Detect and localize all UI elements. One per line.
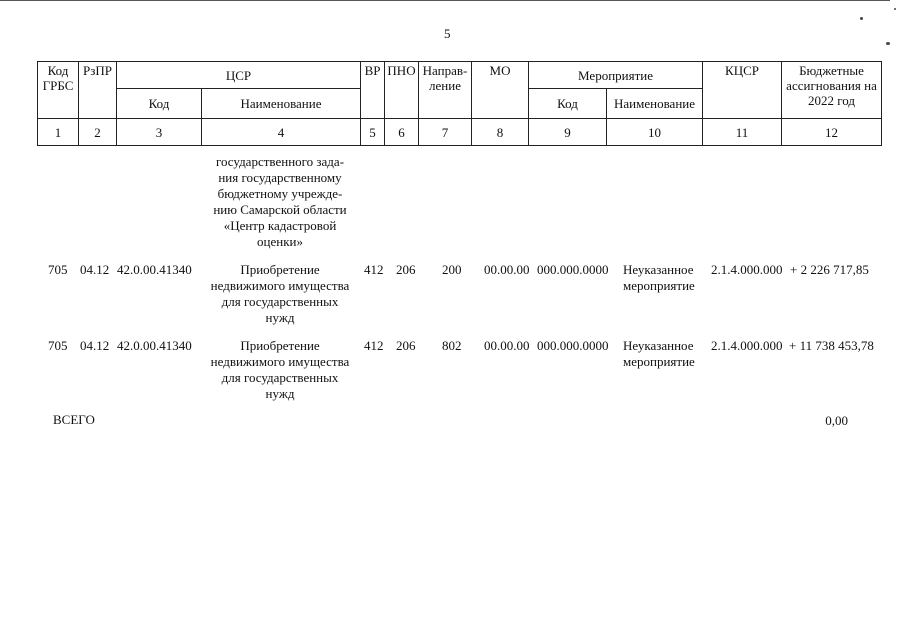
header-csr-kod: Код (117, 89, 202, 119)
cell-name-line: недвижимого имущества (210, 278, 350, 293)
total-label: ВСЕГО (53, 412, 95, 427)
cell-pno: 206 (396, 338, 416, 353)
cell-naprav: 200 (442, 262, 462, 277)
cell-grbs: 705 (48, 338, 68, 353)
cell-mer-name-line: Неуказанное (623, 338, 694, 353)
cell-name-line: нужд (265, 310, 295, 325)
continuation-line: нию Самарской области (213, 202, 347, 217)
cell-grbs: 705 (48, 262, 68, 277)
scan-speck (894, 8, 896, 10)
page-top-edge (0, 0, 890, 1)
page-number: 5 (444, 26, 451, 41)
cell-name-line: недвижимого имущества (210, 354, 350, 369)
cell-name-line: для государственных (221, 370, 339, 385)
col-number: 6 (385, 119, 419, 146)
budget-table-header (37, 61, 882, 146)
scan-speck (860, 17, 863, 20)
header-vr: ВР (361, 62, 385, 119)
header-meropr-naim: Наименование (607, 89, 703, 119)
cell-mo: 00.00.00 (484, 262, 530, 277)
cell-mer-name-line: мероприятие (623, 278, 695, 293)
col-number: 1 (38, 119, 79, 146)
header-rzpr: РзПР (79, 62, 117, 119)
col-number: 7 (419, 119, 472, 146)
header-meropr-kod: Код (529, 89, 607, 119)
continuation-line: ния государственному (218, 170, 342, 185)
cell-name-line: Приобретение (240, 262, 320, 277)
col-number: 8 (472, 119, 529, 146)
cell-csr: 42.0.00.41340 (117, 338, 192, 353)
cell-name-line: для государственных (221, 294, 339, 309)
cell-mer-kod: 000.000.0000 (537, 262, 609, 277)
cell-name-line: нужд (265, 386, 295, 401)
continuation-line: «Центр кадастровой (223, 218, 337, 233)
cell-kcsr: 2.1.4.000.000 (711, 338, 783, 353)
scan-speck (886, 42, 890, 45)
header-pno: ПНО (385, 62, 419, 119)
cell-kcsr: 2.1.4.000.000 (711, 262, 783, 277)
col-number: 9 (529, 119, 607, 146)
cell-rzpr: 04.12 (80, 262, 110, 277)
header-budget: Бюджетные ассигнования на 2022 год (782, 62, 882, 119)
header-kod-grbs: Код ГРБС (38, 62, 79, 119)
cell-amount: + 11 738 453,78 (789, 338, 874, 353)
col-number: 11 (703, 119, 782, 146)
header-naprav: Направ- ление (419, 62, 472, 119)
header-csr-naim: Наименование (202, 89, 361, 119)
cell-rzpr: 04.12 (80, 338, 110, 353)
cell-name-line: Приобретение (240, 338, 320, 353)
col-number: 3 (117, 119, 202, 146)
col-number: 2 (79, 119, 117, 146)
col-number: 12 (782, 119, 882, 146)
cell-amount: + 2 226 717,85 (790, 262, 869, 277)
cell-vr: 412 (364, 262, 384, 277)
header-kcsr: КЦСР (703, 62, 782, 119)
col-number: 10 (607, 119, 703, 146)
continuation-line: бюджетному учрежде- (217, 186, 343, 201)
cell-vr: 412 (364, 338, 384, 353)
continuation-line: оценки» (257, 234, 303, 249)
cell-mer-kod: 000.000.0000 (537, 338, 609, 353)
cell-mer-name-line: мероприятие (623, 354, 695, 369)
col-number: 4 (202, 119, 361, 146)
header-mo: МО (472, 62, 529, 119)
cell-mo: 00.00.00 (484, 338, 530, 353)
continuation-line: государственного зада- (215, 154, 345, 169)
header-csr: ЦСР (117, 62, 361, 89)
header-meropriyatie: Мероприятие (529, 62, 703, 89)
cell-mer-name-line: Неуказанное (623, 262, 694, 277)
col-number: 5 (361, 119, 385, 146)
cell-pno: 206 (396, 262, 416, 277)
cell-csr: 42.0.00.41340 (117, 262, 192, 277)
cell-naprav: 802 (442, 338, 462, 353)
total-value: 0,00 (825, 413, 848, 428)
